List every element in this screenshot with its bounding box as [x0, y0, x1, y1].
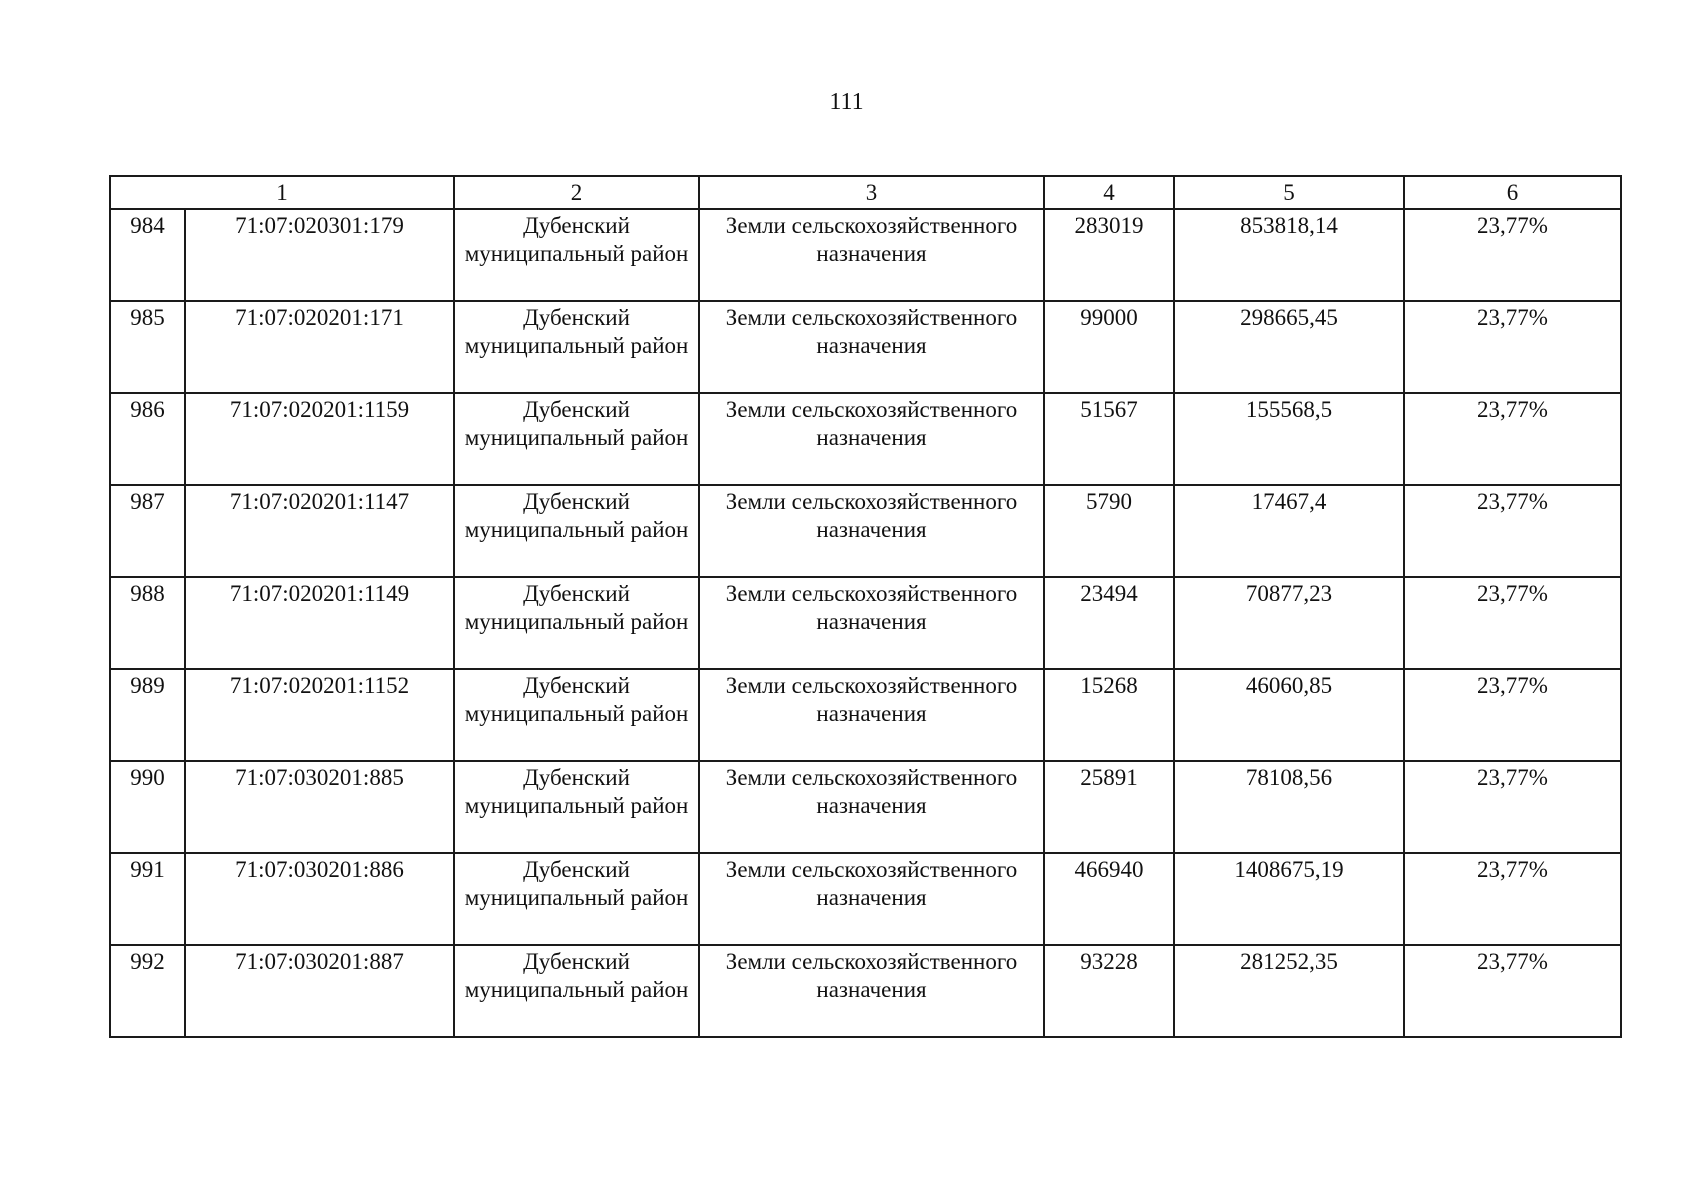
land-category: Земли сельскохозяйственного назначения	[699, 853, 1044, 945]
percent: 23,77%	[1404, 853, 1621, 945]
row-number: 987	[110, 485, 185, 577]
land-category: Земли сельскохозяйственного назначения	[699, 485, 1044, 577]
row-number: 986	[110, 393, 185, 485]
percent: 23,77%	[1404, 945, 1621, 1037]
land-category: Земли сельскохозяйственного назначения	[699, 393, 1044, 485]
percent: 23,77%	[1404, 209, 1621, 301]
row-number: 991	[110, 853, 185, 945]
row-number: 988	[110, 577, 185, 669]
percent: 23,77%	[1404, 761, 1621, 853]
page-number: 111	[829, 89, 864, 115]
municipality: Дубенский муниципальный район	[454, 761, 699, 853]
municipality: Дубенский муниципальный район	[454, 301, 699, 393]
cadastral-number: 71:07:030201:886	[185, 853, 454, 945]
land-category: Земли сельскохозяйственного назначения	[699, 577, 1044, 669]
cadastral-value: 46060,85	[1174, 669, 1404, 761]
municipality: Дубенский муниципальный район	[454, 945, 699, 1037]
cadastral-value: 70877,23	[1174, 577, 1404, 669]
municipality: Дубенский муниципальный район	[454, 393, 699, 485]
municipality: Дубенский муниципальный район	[454, 853, 699, 945]
land-category: Земли сельскохозяйственного назначения	[699, 945, 1044, 1037]
table-row	[110, 761, 1621, 853]
area: 283019	[1044, 209, 1174, 301]
cadastral-value: 17467,4	[1174, 485, 1404, 577]
cadastral-value: 281252,35	[1174, 945, 1404, 1037]
cadastral-number: 71:07:020201:1152	[185, 669, 454, 761]
land-registry-table	[109, 175, 1622, 1038]
area: 466940	[1044, 853, 1174, 945]
table-row	[110, 577, 1621, 669]
table-row	[110, 393, 1621, 485]
cadastral-value: 1408675,19	[1174, 853, 1404, 945]
row-number: 990	[110, 761, 185, 853]
area: 25891	[1044, 761, 1174, 853]
table-row	[110, 301, 1621, 393]
land-category: Земли сельскохозяйственного назначения	[699, 669, 1044, 761]
area: 51567	[1044, 393, 1174, 485]
percent: 23,77%	[1404, 485, 1621, 577]
row-number: 985	[110, 301, 185, 393]
land-category: Земли сельскохозяйственного назначения	[699, 301, 1044, 393]
table-row	[110, 945, 1621, 1037]
municipality: Дубенский муниципальный район	[454, 669, 699, 761]
area: 93228	[1044, 945, 1174, 1037]
percent: 23,77%	[1404, 393, 1621, 485]
area: 15268	[1044, 669, 1174, 761]
header-col-2: 2	[454, 176, 699, 209]
percent: 23,77%	[1404, 669, 1621, 761]
cadastral-number: 71:07:020201:1147	[185, 485, 454, 577]
cadastral-number: 71:07:020301:179	[185, 209, 454, 301]
header-col-3: 3	[699, 176, 1044, 209]
land-category: Земли сельскохозяйственного назначения	[699, 209, 1044, 301]
area: 5790	[1044, 485, 1174, 577]
cadastral-value: 853818,14	[1174, 209, 1404, 301]
row-number: 989	[110, 669, 185, 761]
land-category: Земли сельскохозяйственного назначения	[699, 761, 1044, 853]
cadastral-number: 71:07:020201:1149	[185, 577, 454, 669]
table-row	[110, 209, 1621, 301]
header-col-5: 5	[1174, 176, 1404, 209]
percent: 23,77%	[1404, 577, 1621, 669]
row-number: 992	[110, 945, 185, 1037]
cadastral-number: 71:07:030201:887	[185, 945, 454, 1037]
header-col-1: 1	[110, 176, 454, 209]
row-number: 984	[110, 209, 185, 301]
municipality: Дубенский муниципальный район	[454, 485, 699, 577]
area: 23494	[1044, 577, 1174, 669]
cadastral-value: 155568,5	[1174, 393, 1404, 485]
municipality: Дубенский муниципальный район	[454, 209, 699, 301]
table-row	[110, 485, 1621, 577]
cadastral-number: 71:07:030201:885	[185, 761, 454, 853]
municipality: Дубенский муниципальный район	[454, 577, 699, 669]
cadastral-number: 71:07:020201:1159	[185, 393, 454, 485]
table-row	[110, 669, 1621, 761]
cadastral-number: 71:07:020201:171	[185, 301, 454, 393]
cadastral-value: 298665,45	[1174, 301, 1404, 393]
header-col-4: 4	[1044, 176, 1174, 209]
header-row	[110, 176, 1621, 209]
header-col-6: 6	[1404, 176, 1621, 209]
cadastral-value: 78108,56	[1174, 761, 1404, 853]
table-row	[110, 853, 1621, 945]
percent: 23,77%	[1404, 301, 1621, 393]
area: 99000	[1044, 301, 1174, 393]
